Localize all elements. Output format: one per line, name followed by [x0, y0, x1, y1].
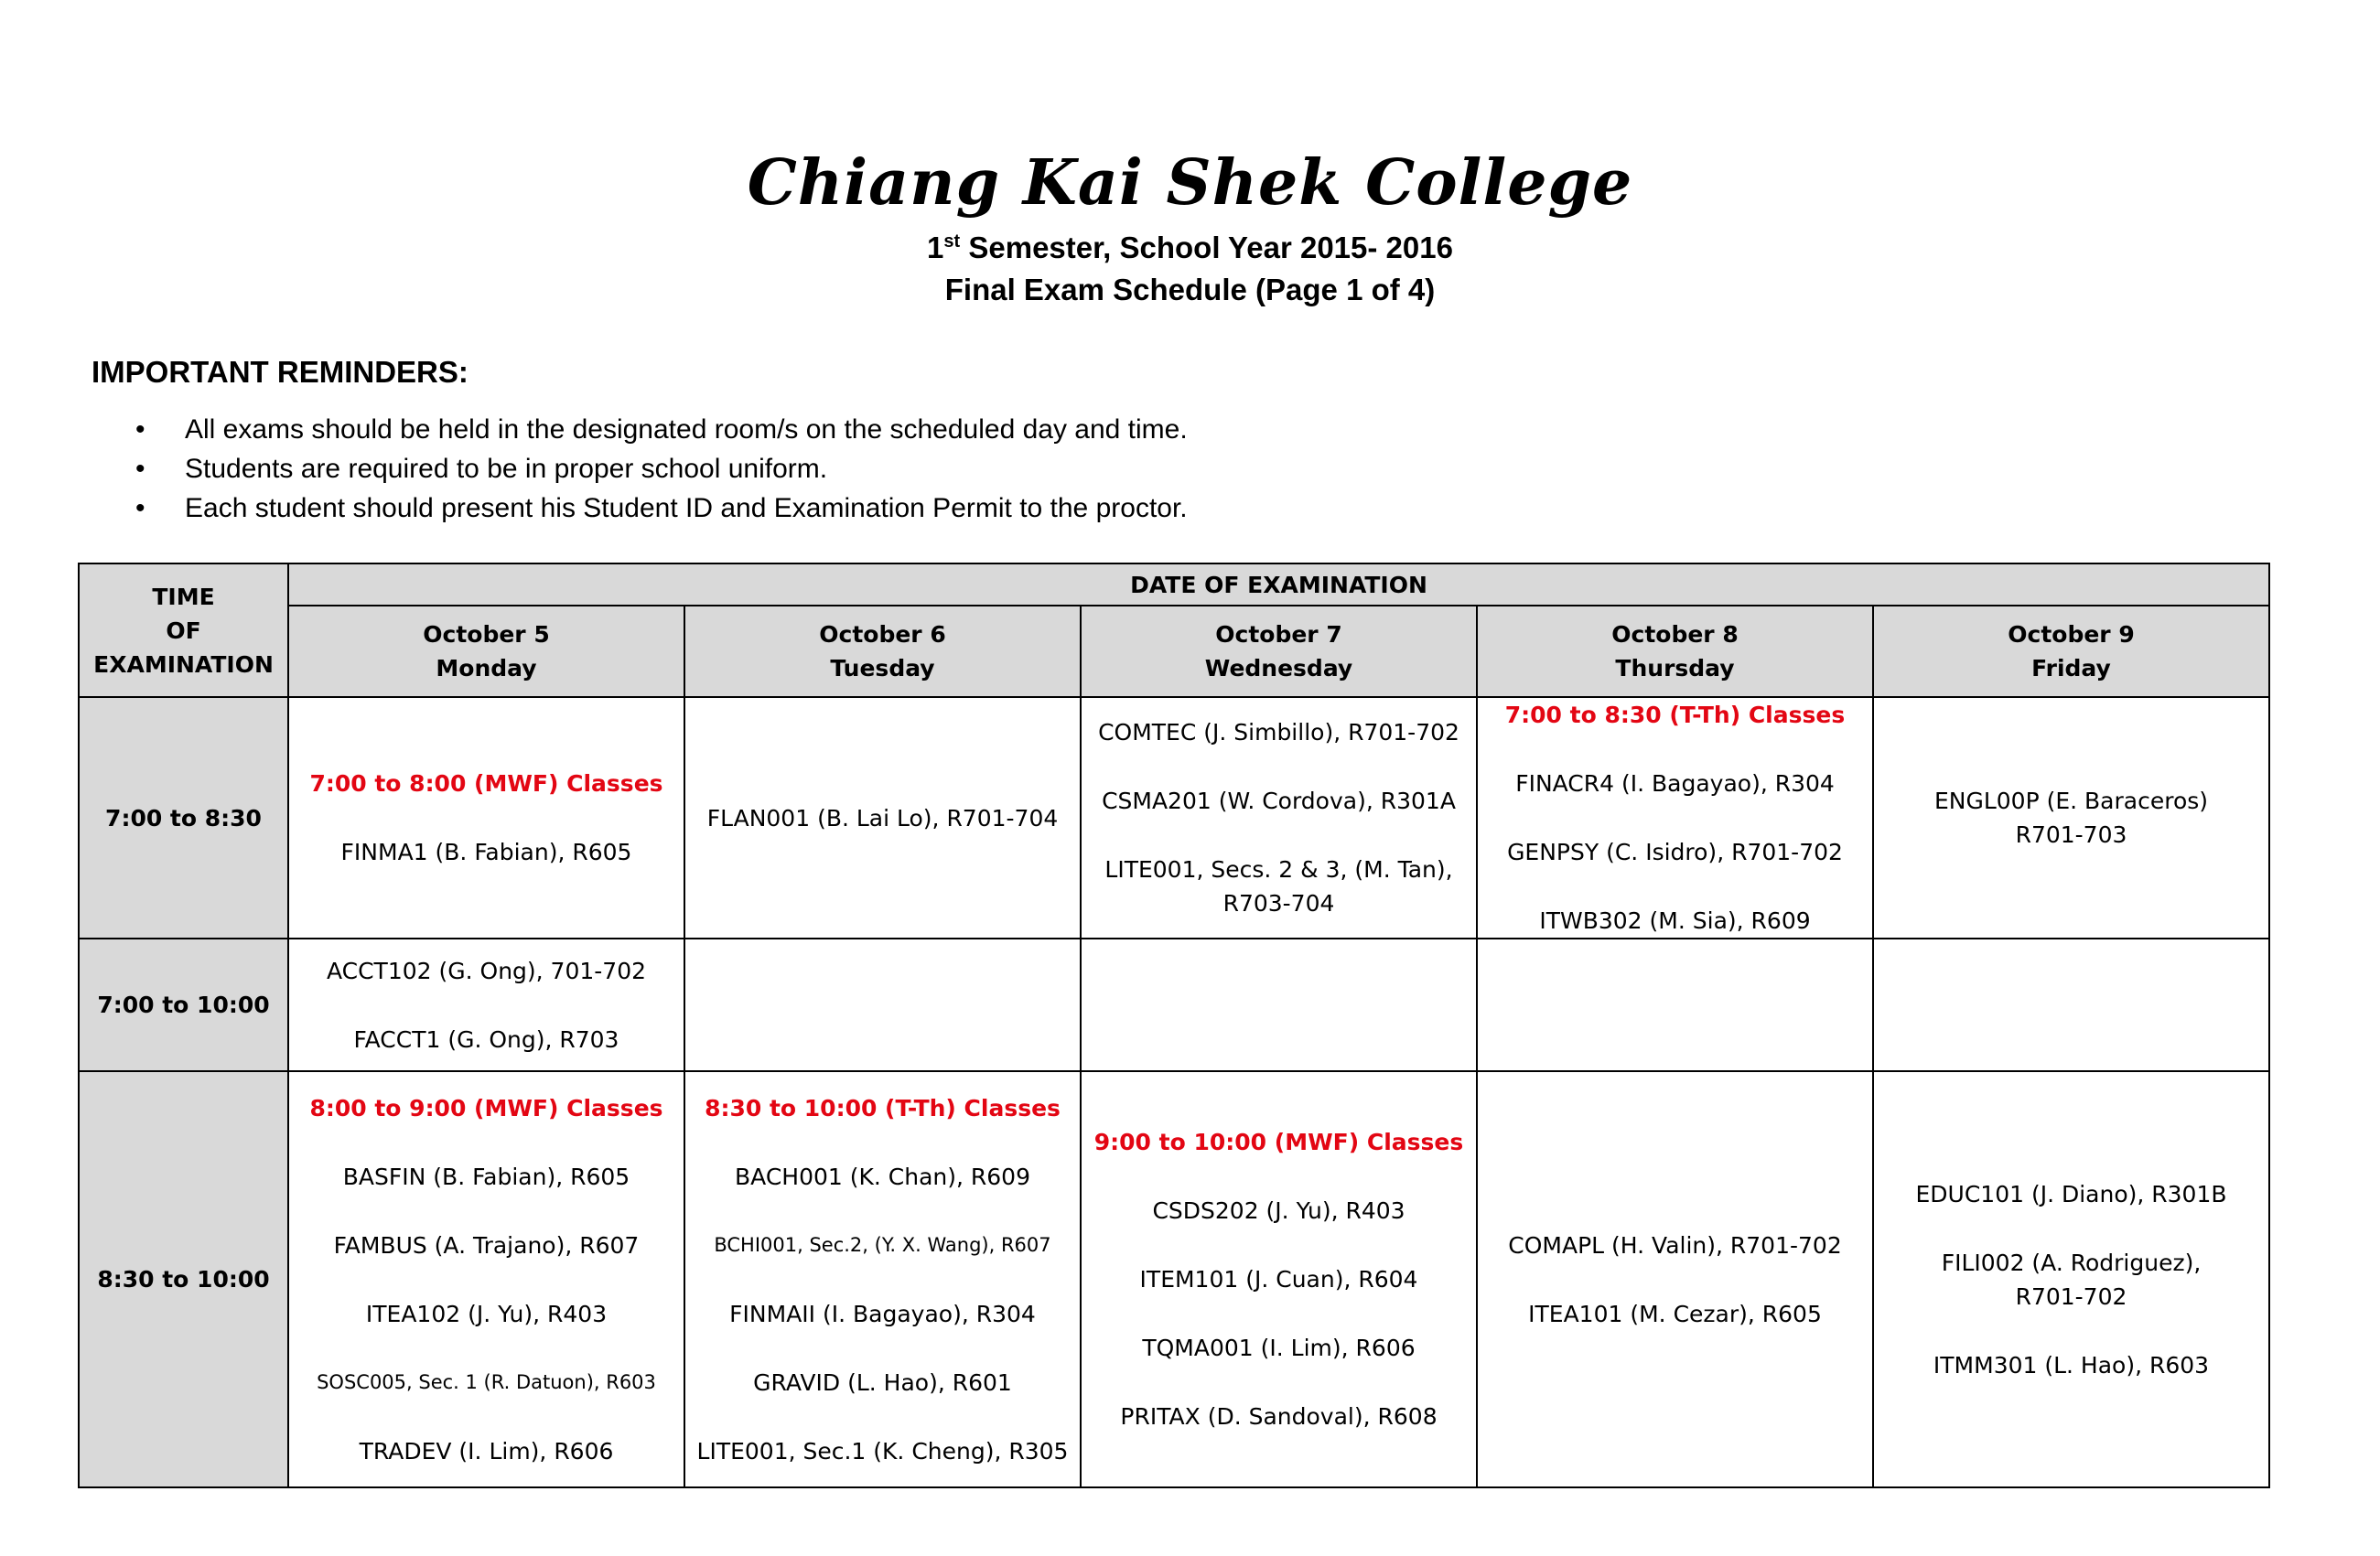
day-date: October 8 — [1611, 621, 1739, 648]
time-slot: 8:30 to 10:00 — [79, 1071, 288, 1487]
class-group-label: 8:30 to 10:00 (T-Th) Classes — [705, 1094, 1061, 1121]
reminder-item — [92, 488, 1188, 528]
exam-cell-empty — [1873, 939, 2269, 1071]
time-header-line: OF — [166, 617, 201, 644]
reminder-item — [92, 410, 1188, 449]
table-row — [79, 697, 2269, 939]
time-of-examination-header — [79, 563, 288, 697]
reminder-text: All exams should be held in the designated room/s on the scheduled day and time. — [185, 414, 1188, 445]
reminder-text: Each student should present his Student ID and Examination Permit to the proctor. — [185, 493, 1188, 523]
day-weekday: Tuesday — [830, 655, 935, 681]
day-weekday: Monday — [436, 655, 537, 681]
exam-cell — [1477, 697, 1873, 939]
exam-entry: PRITAX (D. Sandoval), R608 — [1120, 1403, 1438, 1430]
time-header-line: TIME — [152, 583, 215, 610]
exam-entry: TQMA001 (I. Lim), R606 — [1142, 1335, 1416, 1361]
exam-entry: COMAPL (H. Valin), R701-702 — [1508, 1231, 1842, 1259]
exam-entry-room: R703-704 — [1222, 890, 1335, 917]
semester-ordinal: 1 — [927, 231, 944, 264]
exam-cell — [1081, 1071, 1477, 1487]
exam-entry: FILI002 (A. Rodriguez), — [1941, 1249, 2202, 1276]
exam-cell — [1873, 1071, 2269, 1487]
day-date: October 6 — [819, 621, 946, 648]
exam-entry: BASFIN (B. Fabian), R605 — [342, 1163, 630, 1190]
exam-cell — [288, 697, 684, 939]
exam-cell — [1873, 697, 2269, 939]
exam-entry: ITEA102 (J. Yu), R403 — [365, 1300, 608, 1327]
exam-cell — [684, 1071, 1081, 1487]
exam-entry-room: R701-703 — [2015, 821, 2127, 848]
class-group-label: 9:00 to 10:00 (MWF) Classes — [1093, 1129, 1464, 1155]
exam-entry: EDUC101 (J. Diano), R301B — [1915, 1180, 2227, 1207]
exam-entry: ITEA101 (M. Cezar), R605 — [1528, 1300, 1822, 1327]
exam-entry: FINMA1 (B. Fabian), R605 — [340, 839, 632, 865]
exam-cell — [1081, 697, 1477, 939]
day-weekday: Friday — [2031, 655, 2111, 681]
schedule-title: Final Exam Schedule (Page 1 of 4) — [944, 273, 1436, 306]
exam-cell — [288, 1071, 684, 1487]
exam-entry: LITE001, Sec.1 (K. Cheng), R305 — [696, 1437, 1069, 1465]
exam-entry: SOSC005, Sec. 1 (R. Datuon), R603 — [317, 1370, 656, 1393]
exam-entry: ITWB302 (M. Sia), R609 — [1539, 907, 1811, 934]
exam-cell-empty — [684, 939, 1081, 1071]
exam-entry: GENPSY (C. Isidro), R701-702 — [1507, 839, 1843, 865]
day-date: October 5 — [423, 621, 550, 648]
exam-cell — [684, 697, 1081, 939]
exam-entry: FACCT1 (G. Ong), R703 — [353, 1025, 619, 1053]
exam-cell — [1477, 1071, 1873, 1487]
exam-entry-room: R701-702 — [2015, 1282, 2127, 1310]
class-group-label: 8:00 to 9:00 (MWF) Classes — [309, 1094, 663, 1121]
exam-entry: ITMM301 (L. Hao), R603 — [1933, 1351, 2210, 1379]
exam-schedule-table — [78, 563, 2270, 1488]
bullet-icon: • — [135, 414, 145, 445]
day-header — [1873, 606, 2269, 697]
bullet-icon: • — [135, 493, 145, 523]
class-group-label: 7:00 to 8:30 (T-Th) Classes — [1504, 702, 1846, 728]
exam-entry: FINMAII (I. Bagayao), R304 — [729, 1300, 1036, 1327]
table-row — [79, 939, 2269, 1071]
table-row — [79, 1071, 2269, 1487]
semester-text: Semester, School Year 2015- 2016 — [960, 231, 1453, 264]
time-header-line: EXAMINATION — [93, 650, 274, 678]
semester-line — [0, 231, 2380, 265]
class-group-label: 7:00 to 8:00 (MWF) Classes — [309, 770, 663, 797]
exam-entry: ENGL00P (E. Baraceros) — [1933, 788, 2209, 814]
exam-entry: CSDS202 (J. Yu), R403 — [1152, 1197, 1405, 1224]
exam-cell-empty — [1081, 939, 1477, 1071]
time-slot: 7:00 to 10:00 — [79, 939, 288, 1071]
exam-entry: GRAVID (L. Hao), R601 — [753, 1368, 1012, 1396]
day-weekday: Thursday — [1615, 655, 1735, 681]
day-date: October 7 — [1215, 621, 1342, 648]
exam-entry: LITE001, Secs. 2 & 3, (M. Tan), — [1104, 856, 1453, 883]
time-slot: 7:00 to 8:30 — [79, 697, 288, 939]
reminder-item — [92, 449, 1188, 488]
day-header — [1081, 606, 1477, 697]
bullet-icon: • — [135, 454, 145, 484]
day-header — [288, 606, 684, 697]
reminder-text: Students are required to be in proper school uniform. — [185, 454, 828, 484]
exam-entry: TRADEV (I. Lim), R606 — [359, 1437, 614, 1465]
day-weekday: Wednesday — [1204, 655, 1353, 681]
date-of-examination-header: DATE OF EXAMINATION — [288, 563, 2269, 606]
exam-entry: FINACR4 (I. Bagayao), R304 — [1515, 770, 1835, 797]
college-name: Chiang Kai Shek College — [747, 146, 1633, 220]
exam-entry: FLAN001 (B. Lai Lo), R701-704 — [706, 804, 1059, 832]
reminders-list — [92, 410, 1188, 528]
day-header — [1477, 606, 1873, 697]
exam-entry: FAMBUS (A. Trajano), R607 — [333, 1231, 640, 1259]
exam-cell-empty — [1477, 939, 1873, 1071]
exam-cell — [288, 939, 684, 1071]
day-header — [684, 606, 1081, 697]
exam-entry: BACH001 (K. Chan), R609 — [735, 1163, 1030, 1190]
exam-entry: BCHI001, Sec.2, (Y. X. Wang), R607 — [714, 1233, 1051, 1256]
day-date: October 9 — [2008, 621, 2135, 648]
exam-entry: CSMA201 (W. Cordova), R301A — [1102, 788, 1456, 814]
exam-entry: ITEM101 (J. Cuan), R604 — [1139, 1266, 1418, 1293]
exam-entry: COMTEC (J. Simbillo), R701-702 — [1098, 719, 1459, 746]
exam-entry: ACCT102 (G. Ong), 701-702 — [326, 957, 647, 984]
reminders-title: IMPORTANT REMINDERS: — [92, 355, 468, 389]
semester-ordinal-suffix: st — [943, 231, 961, 252]
